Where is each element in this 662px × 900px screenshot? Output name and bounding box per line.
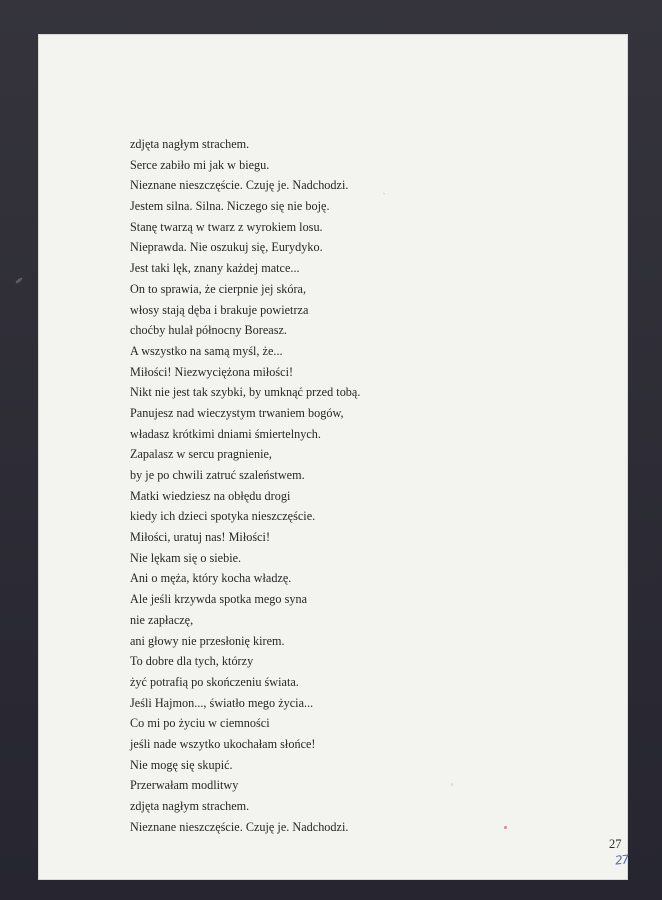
poem-line: nie zapłaczę, xyxy=(130,612,194,627)
poem-line: Nie mogę się skupić. xyxy=(130,757,233,772)
poem-line: Ani o męża, który kocha władzę. xyxy=(130,571,292,586)
poem-line: Stanę twarzą w twarz z wyrokiem losu. xyxy=(130,219,323,234)
poem-line: Miłości, uratuj nas! Miłości! xyxy=(130,530,271,545)
poem-line: Nieznane nieszczęście. Czuję je. Nadchodzi. xyxy=(130,819,349,834)
poem-line: Nie lękam się o siebie. xyxy=(130,550,242,565)
poem-line: Nikt nie jest tak szybki, by umknąć przed tobą. xyxy=(130,385,361,400)
poem-line: Panujesz nad wieczystym trwaniem bogów, xyxy=(130,405,344,420)
document-page xyxy=(38,34,628,880)
poem-line: by je po chwili zatruć szaleństwem. xyxy=(130,468,305,482)
poem-line: choćby hulał północny Boreasz. xyxy=(130,323,287,338)
poem-line: zdjęta nagłym strachem. xyxy=(130,799,250,813)
poem-line: Matki wiedziesz na obłędu drogi xyxy=(130,488,291,503)
poem-line: Przerwałam modlitwy xyxy=(130,778,239,793)
poem-line: Jestem silna. Silna. Niczego się nie boję. xyxy=(130,199,330,214)
page-number: 27 xyxy=(609,837,622,851)
poem-line: Jeśli Hajmon..., światło mego życia... xyxy=(130,695,314,710)
poem-line: Co mi po życiu w ciemności xyxy=(130,716,270,731)
poem-line: władasz krótkimi dniami śmiertelnych. xyxy=(130,426,321,441)
poem-line: ani głowy nie przesłonię kirem. xyxy=(130,633,285,648)
poem-line: Zapalasz w sercu pragnienie, xyxy=(130,447,273,462)
poem-line: zdjęta nagłym strachem. xyxy=(130,137,250,151)
poem-line: Nieprawda. Nie oszukuj się, Eurydyko. xyxy=(130,240,323,255)
poem-line: Ale jeśli krzywda spotka mego syna xyxy=(130,592,308,607)
poem-line: kiedy ich dzieci spotyka nieszczęście. xyxy=(130,509,316,524)
poem-line: Miłości! Niezwyciężona miłości! xyxy=(130,364,294,379)
poem-line: Serce zabiło mi jak w biegu. xyxy=(130,157,270,172)
poem-line: jeśli nade wszytko ukochałam słońce! xyxy=(130,736,316,751)
poem-text xyxy=(130,134,550,837)
poem-line: Jest taki lęk, znany każdej matce... xyxy=(130,261,300,276)
poem-line: Nieznane nieszczęście. Czuję je. Nadchodzi. xyxy=(130,178,349,193)
handwritten-page-number: 27 xyxy=(614,852,629,868)
poem-line: A wszystko na samą myśl, że... xyxy=(130,343,283,358)
poem-line: On to sprawia, że cierpnie jej skóra, xyxy=(130,281,307,296)
poem-line: To dobre dla tych, którzy xyxy=(130,654,254,669)
poem-line: włosy stają dęba i brakuje powietrza xyxy=(130,302,309,317)
poem-line: żyć potrafią po skończeniu świata. xyxy=(130,674,299,689)
